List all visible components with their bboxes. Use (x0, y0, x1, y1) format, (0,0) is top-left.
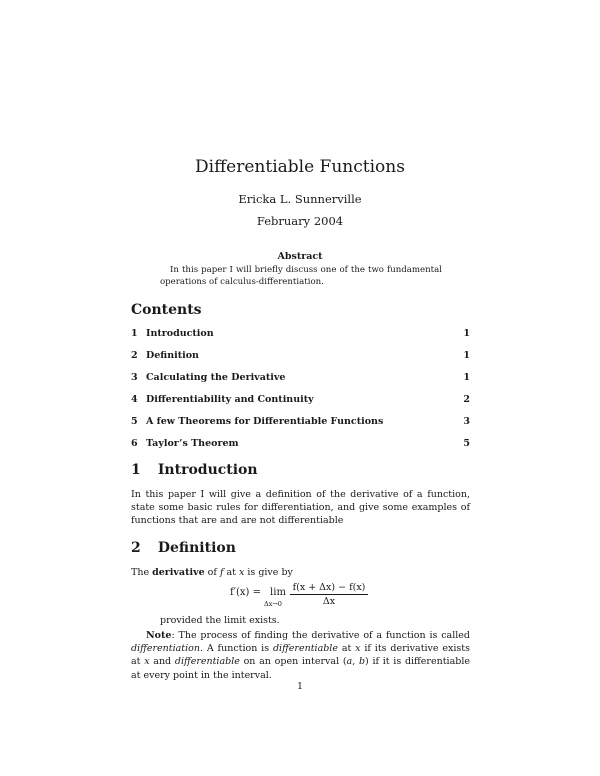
denominator: Δx (322, 596, 336, 607)
note-text: ) if it is differentiable at every point in the interval. (131, 656, 470, 681)
toc-entry-number: 5 (131, 416, 138, 427)
toc-entry-number: 2 (131, 350, 138, 361)
section-title: Introduction (157, 462, 258, 478)
toc-entry[interactable] (131, 413, 470, 435)
toc-entry[interactable] (131, 347, 470, 369)
toc-entry-page: 3 (463, 416, 470, 427)
difference-quotient (290, 582, 368, 607)
toc-entry-number: 6 (131, 438, 138, 449)
toc-entry-label[interactable]: Definition (146, 350, 199, 361)
note-text: at (337, 643, 356, 655)
section-title: Definition (157, 540, 236, 556)
math-var: b (358, 656, 366, 668)
abstract-text: In this paper I will briefly discuss one of the two fundamental operations of calculus-differentiation. (160, 265, 442, 287)
limit-subscript: Δx→0 (264, 600, 282, 608)
math-var: a (346, 656, 353, 668)
toc-entry[interactable] (131, 435, 470, 457)
table-of-contents (131, 325, 470, 457)
contents-heading: Contents (131, 302, 202, 318)
toc-entry-page: 1 (463, 328, 470, 339)
note-text: . A function is (199, 643, 273, 655)
section-heading-definition (131, 540, 236, 556)
introduction-paragraph: In this paper I will give a definition of the derivative of a function, state some basic rules for differentiation, and give some examples of functions that are and are not differentiable (131, 489, 470, 527)
note-text: : The process of finding the derivative of a function is called (171, 630, 470, 641)
definition-sentence (131, 567, 293, 578)
toc-entry-number: 3 (131, 372, 138, 383)
limit-operator: lim (270, 587, 286, 598)
toc-entry-page: 2 (463, 394, 470, 405)
toc-entry-number: 4 (131, 394, 138, 405)
toc-entry[interactable] (131, 391, 470, 413)
note-text: if its derivative exists at (131, 643, 470, 668)
note-text: on an open interval ( (239, 656, 347, 668)
section-number: 2 (131, 540, 141, 556)
note-label: Note (146, 630, 172, 641)
paper-title: Differentiable Functions (195, 157, 405, 177)
page-number: 1 (296, 681, 304, 692)
note-emph: differentiable (272, 643, 338, 655)
toc-entry-page: 1 (463, 372, 470, 383)
author-name: Ericka L. Sunnerville (238, 192, 362, 206)
defined-term: derivative (152, 567, 205, 578)
limit-proviso: provided the limit exists. (160, 615, 280, 626)
math-var: x (239, 567, 245, 578)
section-number: 1 (131, 462, 141, 478)
equation-lhs: f′(x) = (230, 587, 261, 598)
section-heading-introduction (131, 462, 258, 478)
math-var: x (355, 643, 361, 655)
note-text: , (352, 656, 359, 668)
toc-entry-label[interactable]: Introduction (146, 328, 214, 339)
paper-date: February 2004 (256, 214, 344, 228)
def-text: at (223, 567, 239, 578)
math-var: f (219, 567, 224, 578)
note-emph: differentiable (174, 656, 240, 668)
toc-entry-label[interactable]: Calculating the Derivative (146, 372, 286, 383)
toc-entry-number: 1 (131, 328, 138, 339)
math-var: x (144, 656, 150, 668)
def-text: The (131, 567, 153, 578)
def-text: of (204, 567, 220, 578)
toc-entry[interactable] (131, 325, 470, 347)
note-paragraph (131, 629, 470, 682)
toc-entry[interactable] (131, 369, 470, 391)
toc-entry-label[interactable]: Differentiability and Continuity (146, 394, 314, 405)
toc-entry-label[interactable]: Taylor’s Theorem (146, 438, 239, 449)
toc-entry-page: 1 (463, 350, 470, 361)
toc-entry-page: 5 (463, 438, 470, 449)
def-text: is give by (244, 567, 293, 578)
numerator: f(x + Δx) − f(x) (290, 582, 368, 595)
note-text: and (149, 656, 175, 668)
note-emph: differentiation (131, 643, 200, 655)
toc-entry-label[interactable]: A few Theorems for Differentiable Functions (146, 416, 384, 427)
abstract-heading: Abstract (277, 251, 323, 262)
